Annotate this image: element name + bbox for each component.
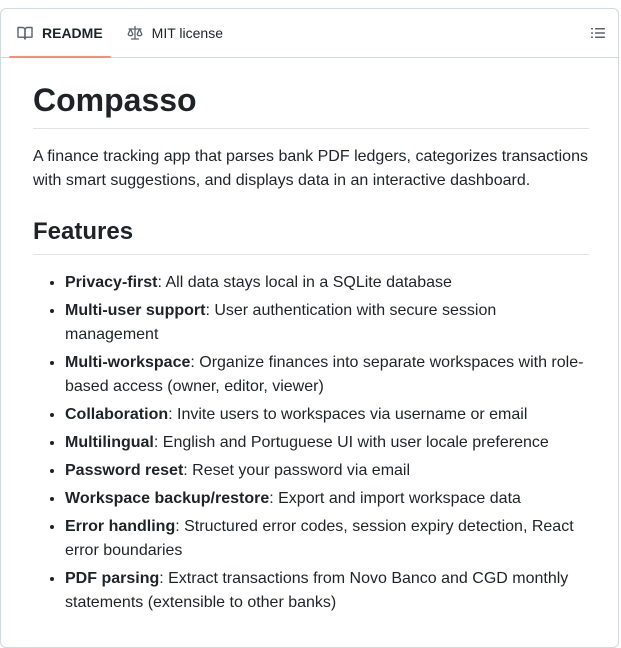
- readme-content: [1, 58, 618, 615]
- page-title: Compasso: [33, 80, 589, 129]
- tab-license-label: MIT license: [151, 25, 223, 41]
- feature-text: : User authentication with secure session management: [65, 302, 497, 343]
- list-item: [65, 351, 589, 399]
- feature-text: : Structured error codes, session expiry detection, React error boundaries: [65, 518, 574, 559]
- outline-button[interactable]: [588, 23, 608, 43]
- book-icon: [17, 25, 33, 41]
- feature-name: Multi-workspace: [65, 354, 191, 371]
- tab-readme[interactable]: [9, 9, 111, 57]
- readme-panel: [0, 8, 619, 648]
- feature-name: Password reset: [65, 462, 184, 479]
- tab-readme-label: README: [42, 25, 103, 41]
- list-item: [65, 299, 589, 347]
- list-item: [65, 567, 589, 615]
- feature-name: Multi-user support: [65, 302, 206, 319]
- feature-name: Collaboration: [65, 406, 169, 423]
- features-list: [33, 271, 589, 615]
- list-item: [65, 403, 589, 427]
- feature-text: : Invite users to workspaces via username or email: [168, 406, 528, 423]
- list-icon: [590, 25, 606, 41]
- list-item: [65, 515, 589, 563]
- tab-license[interactable]: [119, 9, 231, 57]
- scale-icon: [127, 25, 143, 41]
- feature-name: Workspace backup/restore: [65, 490, 270, 507]
- feature-text: : Reset your password via email: [183, 462, 411, 479]
- list-item: [65, 487, 589, 511]
- feature-text: : All data stays local in a SQLite database: [157, 274, 452, 291]
- feature-text: : Export and import workspace data: [269, 490, 521, 507]
- list-item: [65, 431, 589, 455]
- features-heading: Features: [33, 217, 589, 255]
- feature-name: Privacy-first: [65, 274, 158, 291]
- project-description: A finance tracking app that parses bank PDF ledgers, categorizes transactions with smart suggestions, and displays data in an interactive dashboard.: [33, 148, 588, 189]
- feature-text: : English and Portuguese UI with user locale preference: [153, 434, 549, 451]
- feature-name: Error handling: [65, 518, 176, 535]
- feature-name: PDF parsing: [65, 570, 160, 587]
- list-item: [65, 271, 589, 295]
- feature-name: Multilingual: [65, 434, 154, 451]
- tab-bar: [1, 9, 618, 58]
- list-item: [65, 459, 589, 483]
- feature-text: : Extract transactions from Novo Banco and CGD monthly statements (extensible to other banks): [65, 570, 569, 611]
- feature-text: : Organize finances into separate workspaces with role-based access (owner, editor, viewer): [65, 354, 584, 395]
